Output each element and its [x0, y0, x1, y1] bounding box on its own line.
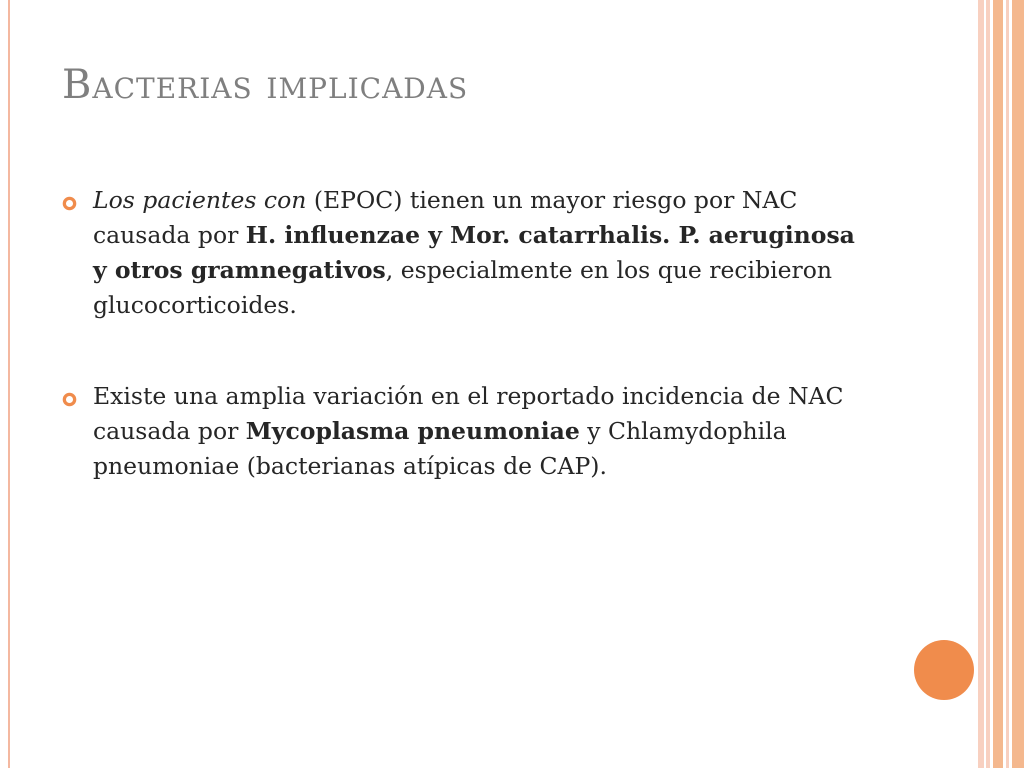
bullet-text-run: Existe una amplia variación en el reportado incidencia de NAC causada por — [93, 382, 844, 445]
right-stripe-4 — [1006, 0, 1009, 768]
left-border-line — [8, 0, 10, 768]
bullet-text-run: , especialmente en los que recibieron glucocorticoides. — [93, 256, 833, 319]
slide-title: Bacterias implicadas — [62, 62, 469, 108]
right-stripe-1 — [978, 0, 984, 768]
right-stripe-5 — [1012, 0, 1024, 768]
bullet-list — [62, 183, 862, 540]
bullet-ring-icon — [62, 196, 77, 211]
bullet-item — [62, 379, 862, 484]
bullet-ring-icon — [62, 392, 77, 407]
bullet-text-run: (EPOC) tienen un mayor riesgo por NAC causada por — [93, 186, 798, 249]
right-stripe-2 — [986, 0, 990, 768]
bullet-text-run: H. influenzae y Mor. catarrhalis. P. aeruginosa y otros gramnegativos — [93, 221, 855, 284]
bullet-text-run: Mycoplasma pneumoniae — [245, 417, 580, 445]
bullet-text-run: y Chlamydophila pneumoniae (bacterianas atípicas de CAP). — [93, 417, 787, 480]
bullet-text-copd — [93, 186, 855, 319]
bullet-text-run: Los pacientes con — [93, 186, 307, 214]
bullet-text-mycoplasma — [93, 382, 843, 480]
right-stripe-3 — [993, 0, 1003, 768]
decorative-orange-circle — [914, 640, 974, 700]
bullet-item — [62, 183, 862, 323]
